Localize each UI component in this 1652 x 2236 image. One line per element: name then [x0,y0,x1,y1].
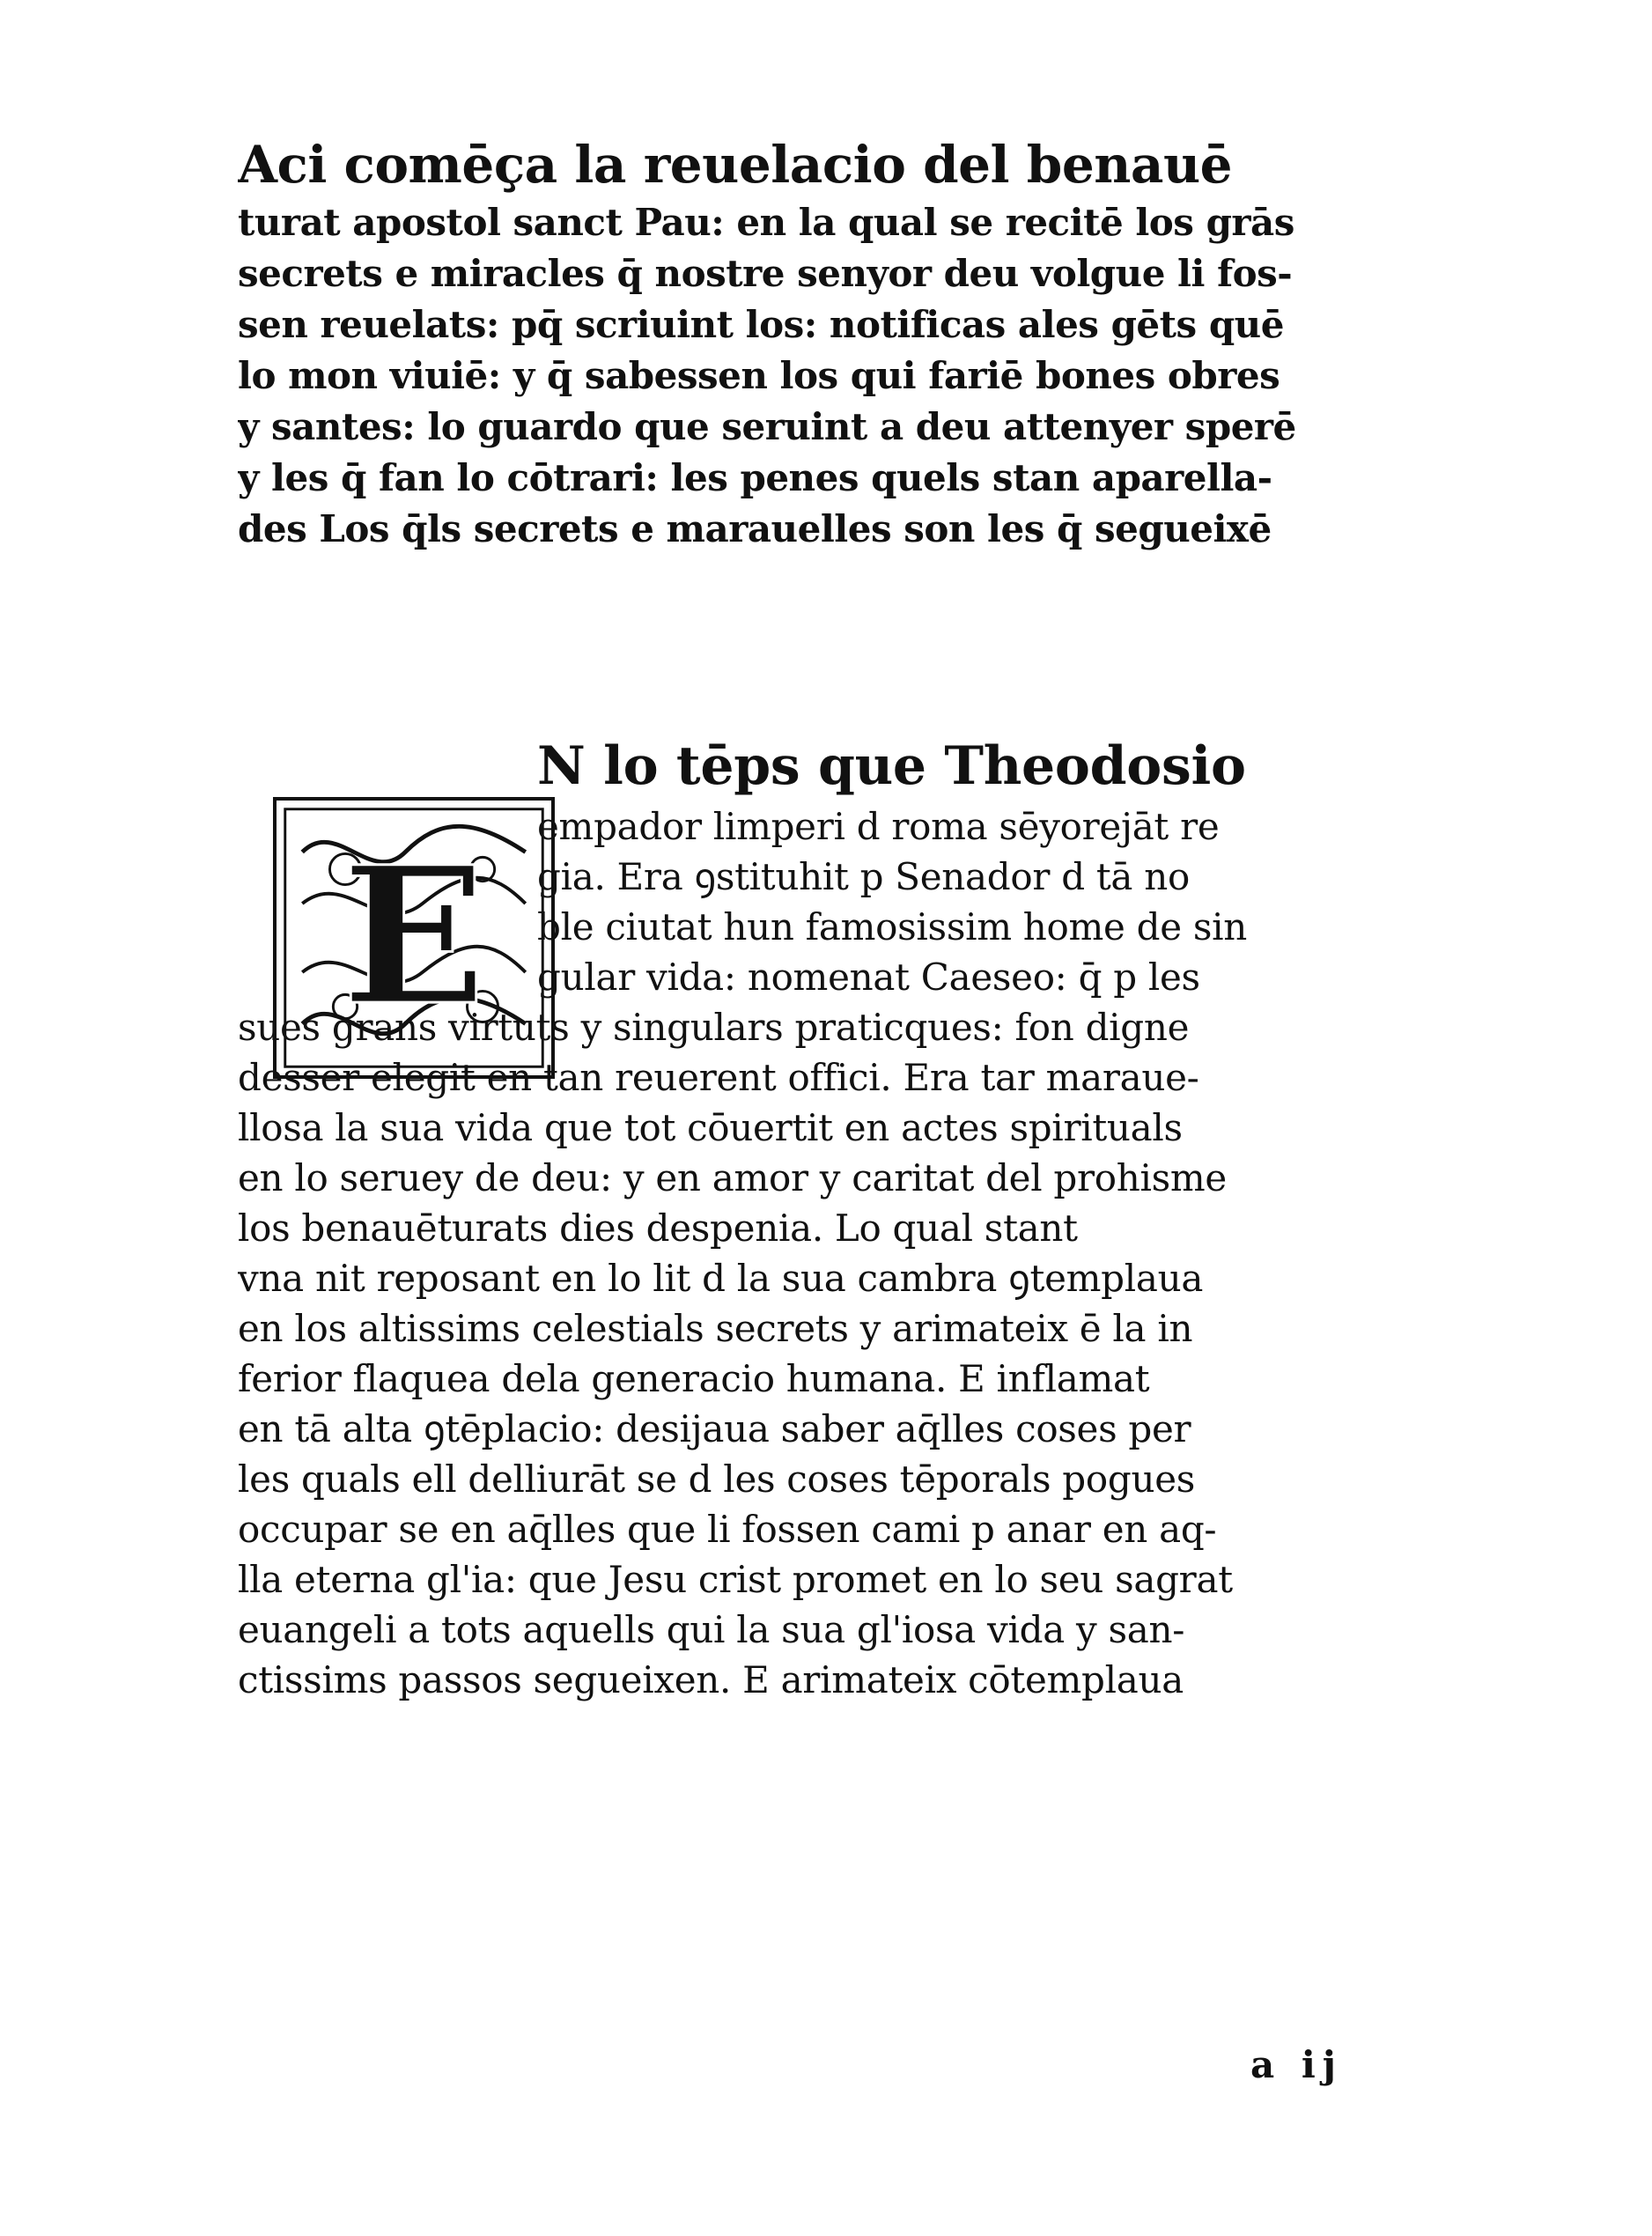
initial-letter: E [342,825,486,1048]
body-line: gia. Era ꝯstituhit p Senador d tā no [537,855,1190,898]
intro-line: sen reuelats: pq̄ scriuint los: notificas ales gēts quē [238,303,1284,346]
body-line: euangeli a tots aquells qui la sua gl'iosa vida y san- [238,1608,1185,1651]
intro-line: secrets e miracles q̄ nostre senyor deu volgue li fos- [238,252,1293,295]
body-line: les quals ell delliurāt se d les coses tēporals pogues [238,1457,1195,1501]
intro-line: Aci comēça la reuelacio del benauē [238,135,1233,195]
body-line: empador limperi d roma sēyorejāt re [537,805,1220,848]
intro-paragraph [238,132,1453,555]
body-line: sues grans virtuts y singulars praticques: fon digne [238,1006,1190,1049]
intro-line: lo mon viuiē: y q̄ sabessen los qui fariē bones obres [238,354,1280,397]
body-line: gular vida: nomenat Caeseo: q̄ p les [537,956,1200,999]
body-line: ferior flaquea dela generacio humana. E inflamat [238,1357,1150,1400]
intro-line: y santes: lo guardo que seruint a deu attenyer sperē [238,405,1296,448]
main-paragraph [238,731,1453,1705]
body-line: desser elegit en tan reuerent offici. Era tar maraue- [238,1056,1199,1099]
body-line: lla eterna gl'ia: que Jesu crist promet en lo seu sagrat [238,1558,1233,1601]
body-line: occupar se en aq̄lles que li fossen cami p anar en aq- [238,1508,1217,1551]
page-signature: a ij [1250,2043,1343,2086]
body-line: en tā alta ꝯtēplacio: desijaua saber aq̄lles coses per [238,1407,1191,1450]
body-line: en lo seruey de deu: y en amor y caritat del prohisme [238,1156,1227,1199]
intro-line: turat apostol sanct Pau: en la qual se recitē los grās [238,201,1294,244]
chapter-heading: N lo tēps que Theodosio [537,735,1246,797]
body-line: llosa la sua vida que tot cōuertit en actes spirituals [238,1106,1183,1149]
body-line: ctissims passos segueixen. E arimateix cōtemplaua [238,1658,1184,1701]
intro-line: des Los q̄ls secrets e marauelles son les q̄ segueixē [238,507,1272,550]
body-line: los benauēturats dies despenia. Lo qual stant [238,1207,1078,1250]
intro-line: y les q̄ fan lo cōtrari: les penes quels stan aparella- [238,456,1272,499]
body-line: ble ciutat hun famosissim home de sin [537,905,1247,948]
body-line: en los altissims celestials secrets y arimateix ē la in [238,1307,1193,1350]
body-line: vna nit reposant en lo lit d la sua cambra ꝯtemplaua [238,1257,1204,1300]
